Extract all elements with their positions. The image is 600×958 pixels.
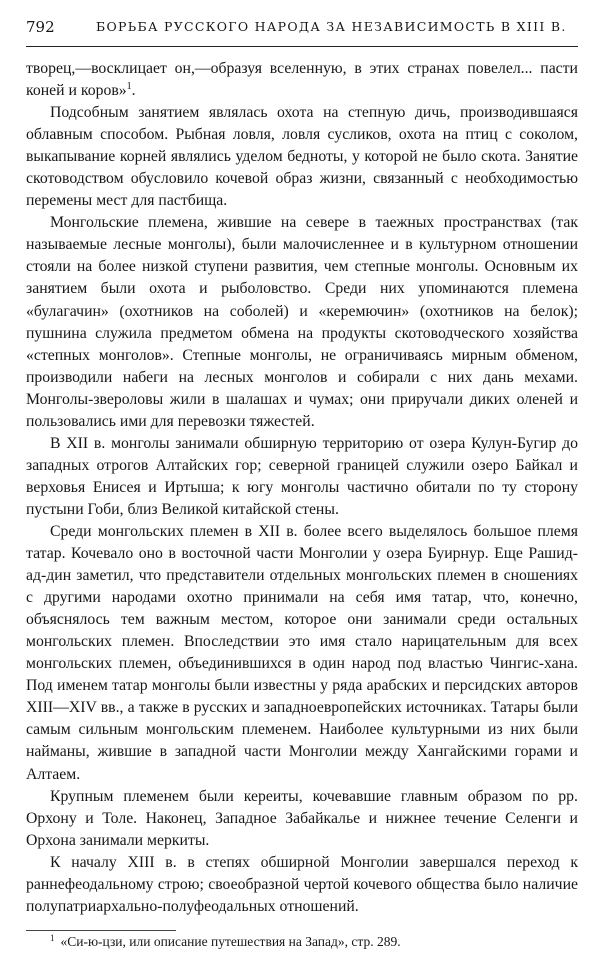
paragraph: творец,—восклицает он,—образуя вселенную, в этих странах повелел... пасти коней и коров»$^1$. — [26, 60, 578, 100]
paragraph: Крупным племенем были кереиты, кочевавшие главным образом по рр. Орхону и Толе. Наконец, Западное Забайкалье и нижнее течение Селенги и Орхона занимали меркиты. — [26, 787, 578, 849]
footnote-reference: 1 — [126, 80, 132, 92]
paragraph: Подсобным занятием являлась охота на степную дичь, производившаяся облавным способом. Рыбная ловля, ловля сусликов, охота на птиц с соколом, выкапывание корней являлись уделом бедноты, у которой не было скота. Занятие скотоводством обусловило кочевой образ жизни, связанный с необходимостью перемены мест для пастбища. — [26, 104, 578, 210]
footnote-marker: 1 — [50, 932, 55, 943]
paragraph: Среди монгольских племен в XII в. более всего выделялось большое племя татар. Кочевало оно в восточной части Монголии у озера Буирнур. Еще Рашид-ад-дин заметил, что представители отдельных монгольских племен в сношениях с другими народами охотно принимали на себя имя татар, что, конечно, объяснялось тем важным местом, которое они занимали среди остальных монгольских племен. Впоследствии это имя стало нарицательным для всех монгольских племен, объединившихся в один народ под властью Чингис-хана. Под именем татар монголы были известны у ряда арабских и персидских авторов XIII—XIV вв., а также в русских и западноевропейских источниках. Татары были самым сильным монгольским племенем. Наиболее культурными из них были найманы, жившие в западной части Монголии между Хангайскими горами и Алтаем. — [26, 522, 578, 783]
paragraph: Монгольские племена, жившие на севере в таежных пространствах (так называемые лесные монголы), были малочисленнее и в культурном отношении стояли на более низкой ступени развития, чем степные монголы. Основным их занятием были охота и рыболовство. Среди них упоминаются племена «булагачин» (охотников на соболей) и «керемючин» (охотников на белок); пушнина служила предметом обмена на продукты скотоводческого хозяйства «степных монголов». Степные монголы, не ограничиваясь мирным обменом, производили набеги на лесных монголов и собирали с них дань мехами. Монголы-звероловы жили в шалашах и чумах; они приручали диких оленей и пользовались ими для перевозки тяжестей. — [26, 214, 578, 430]
page-header — [26, 12, 578, 47]
footnote — [50, 933, 578, 950]
paragraph: В XII в. монголы занимали обширную территорию от озера Кулун-Бугир до западных отрогов Алтайских гор; северной границей служили озеро Байкал и верховья Енисея и Иртыша; к югу монголы частично обитали по ту сторону пустыни Гоби, близ Великой китайской стены. — [26, 434, 578, 518]
footnote-divider — [26, 930, 176, 931]
body-text — [26, 58, 578, 918]
page-number: 792 — [26, 18, 55, 36]
paragraph-text: творец,—восклицает он,—образуя вселенную, в этих странах повелел... пасти коней и коров» — [26, 60, 578, 100]
running-title: БОРЬБА РУССКОГО НАРОДА ЗА НЕЗАВИСИМОСТЬ В XIII В. — [96, 19, 567, 34]
paragraph: К началу XIII в. в степях обширной Монголии завершался переход к раннефеодальному строю; своеобразной чертой кочевого общества было наличие полупатриархально-полуфеодальных отношений. — [26, 853, 578, 915]
footnote-text: «Си-ю-цзи, или описание путешествия на Запад», стр. 289. — [60, 934, 401, 949]
